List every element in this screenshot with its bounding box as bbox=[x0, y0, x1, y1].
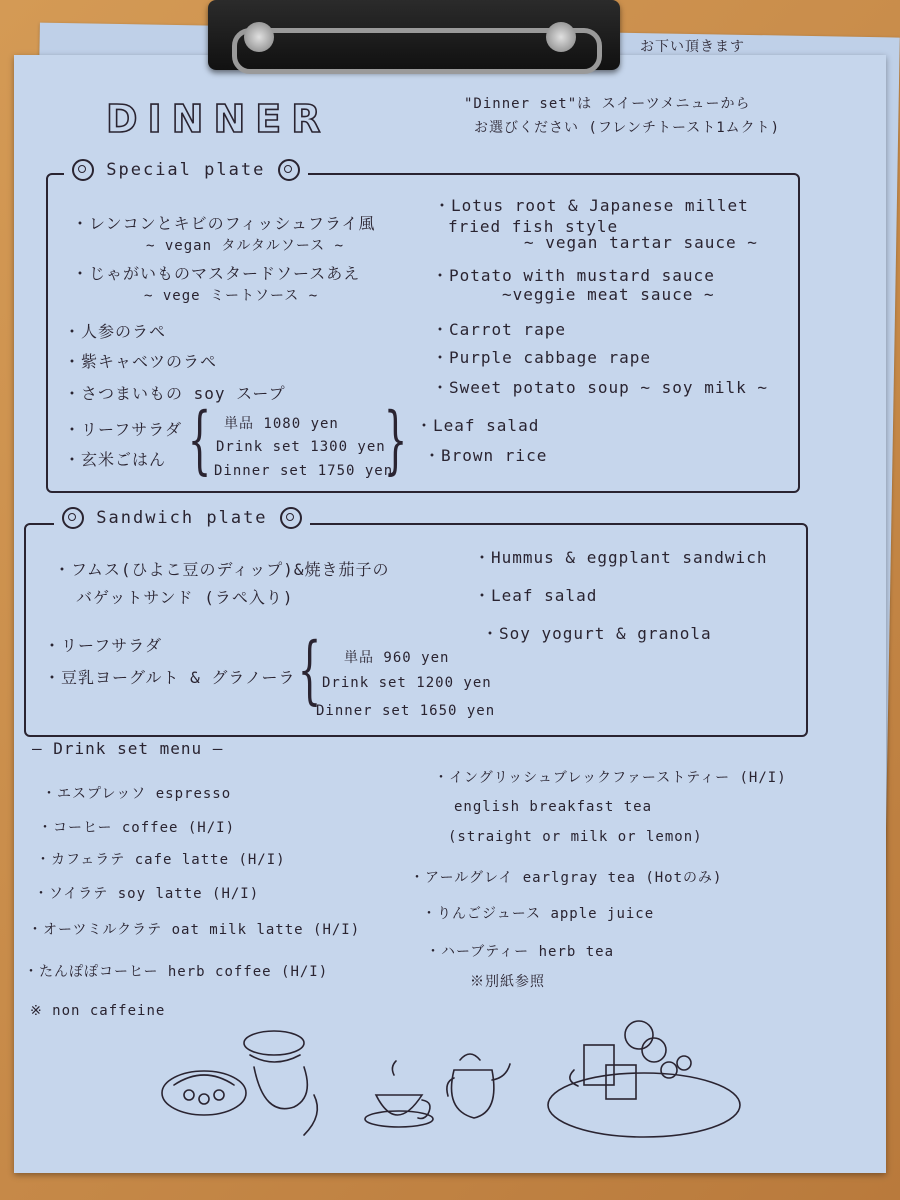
swirl-icon bbox=[280, 507, 302, 529]
drink-item: ・アールグレイ earlgray tea (Hotのみ) bbox=[410, 870, 723, 886]
sandwich-plate-heading bbox=[54, 507, 310, 529]
special-item-jp: ・レンコンとキビのフィッシュフライ風 bbox=[72, 214, 376, 233]
sandwich-price-drink-set: Drink set 1200 yen bbox=[322, 675, 492, 691]
sandwich-item-jp: ・豆乳ヨーグルト & グラノーラ bbox=[44, 668, 296, 687]
drink-item: ・カフェラテ cafe latte (H/I) bbox=[36, 852, 286, 868]
special-item-jp: ・紫キャベツのラペ bbox=[64, 352, 218, 371]
sandwich-item-jp: ・フムス(ひよこ豆のディップ)&焼き茄子の bbox=[54, 560, 390, 579]
special-item-en: ・Leaf salad bbox=[416, 416, 540, 435]
special-plate-heading bbox=[64, 159, 308, 181]
special-item-en: ・Lotus root & Japanese millet bbox=[434, 196, 749, 215]
sandwich-price-single: 単品 960 yen bbox=[344, 650, 450, 666]
sandwich-price-dinner-set: Dinner set 1650 yen bbox=[316, 703, 496, 719]
special-item-jp: ~ vege ミートソース ~ bbox=[144, 288, 319, 304]
price-brace-right: } bbox=[383, 397, 408, 483]
special-price-single: 単品 1080 yen bbox=[224, 416, 339, 432]
swirl-icon bbox=[72, 159, 94, 181]
drink-item: ・りんごジュース apple juice bbox=[422, 906, 655, 922]
drink-item: ・ハーブティー herb tea bbox=[426, 944, 615, 960]
drink-item: ・オーツミルクラテ oat milk latte (H/I) bbox=[28, 922, 361, 938]
menu-title: DINNER bbox=[106, 97, 331, 141]
non-caffeine-note: ※ non caffeine bbox=[30, 1003, 166, 1019]
teapot-icon bbox=[440, 1040, 520, 1130]
drink-item: english breakfast tea bbox=[454, 799, 653, 815]
sandwich-item-en: ・Hummus & eggplant sandwich bbox=[474, 548, 768, 567]
drink-item: ・エスプレッソ espresso bbox=[42, 786, 232, 802]
special-item-jp: ・さつまいもの soy スープ bbox=[64, 384, 286, 403]
sandwich-plate-title: Sandwich plate bbox=[96, 508, 268, 528]
special-item-en: ・Potato with mustard sauce bbox=[432, 266, 715, 285]
drink-item: ※別紙参照 bbox=[470, 974, 545, 990]
drink-item: ・ソイラテ soy latte (H/I) bbox=[34, 886, 260, 902]
sandwich-plate-icon bbox=[154, 1025, 334, 1145]
special-item-en: ~veggie meat sauce ~ bbox=[502, 285, 715, 304]
dessert-plate-icon bbox=[544, 1015, 744, 1145]
special-item-en: ・Carrot rape bbox=[432, 320, 566, 339]
special-price-dinner-set: Dinner set 1750 yen bbox=[214, 463, 394, 479]
special-item-en: ~ vegan tartar sauce ~ bbox=[524, 233, 758, 252]
clip-rivet-left bbox=[244, 22, 274, 52]
special-item-jp: ~ vegan タルタルソース ~ bbox=[146, 238, 345, 254]
clip-rivet-right bbox=[546, 22, 576, 52]
sandwich-item-en: ・Soy yogurt & granola bbox=[482, 624, 712, 643]
special-plate-title: Special plate bbox=[106, 160, 266, 180]
sandwich-item-en: ・Leaf salad bbox=[474, 586, 598, 605]
special-item-en: ・Brown rice bbox=[424, 446, 548, 465]
special-item-jp: ・人参のラペ bbox=[64, 322, 167, 341]
swirl-icon bbox=[62, 507, 84, 529]
drink-menu-title: — Drink set menu — bbox=[32, 739, 224, 758]
menu-sheet bbox=[14, 55, 886, 1173]
special-item-en: fried fish style bbox=[448, 217, 619, 236]
sandwich-item-jp: ・リーフサラダ bbox=[44, 636, 163, 655]
special-item-en: ・Purple cabbage rape bbox=[432, 348, 652, 367]
price-brace-left: { bbox=[297, 627, 322, 713]
special-item-jp: ・じゃがいものマスタードソースあえ bbox=[72, 264, 361, 283]
swirl-icon bbox=[278, 159, 300, 181]
drink-item: ・コーヒー coffee (H/I) bbox=[38, 820, 236, 836]
special-item-jp: ・玄米ごはん bbox=[64, 450, 167, 469]
drink-item: ・イングリッシュブレックファーストティー (H/I) bbox=[434, 770, 787, 786]
sandwich-item-jp: バゲットサンド (ラペ入り) bbox=[76, 588, 294, 607]
dinner-set-note-line2: お選びください (フレンチトースト1ムクト) bbox=[474, 120, 781, 136]
special-item-en: ・Sweet potato soup ~ soy milk ~ bbox=[432, 378, 768, 397]
price-brace-left: { bbox=[187, 397, 212, 483]
corner-note: お下い頂きます bbox=[640, 39, 745, 55]
special-price-drink-set: Drink set 1300 yen bbox=[216, 439, 386, 455]
dinner-set-note-line1: "Dinner set"は スイーツメニューから bbox=[464, 96, 751, 112]
drink-item: (straight or milk or lemon) bbox=[448, 829, 703, 845]
special-item-jp: ・リーフサラダ bbox=[64, 420, 183, 439]
drink-item: ・たんぽぽコーヒー herb coffee (H/I) bbox=[24, 964, 329, 980]
